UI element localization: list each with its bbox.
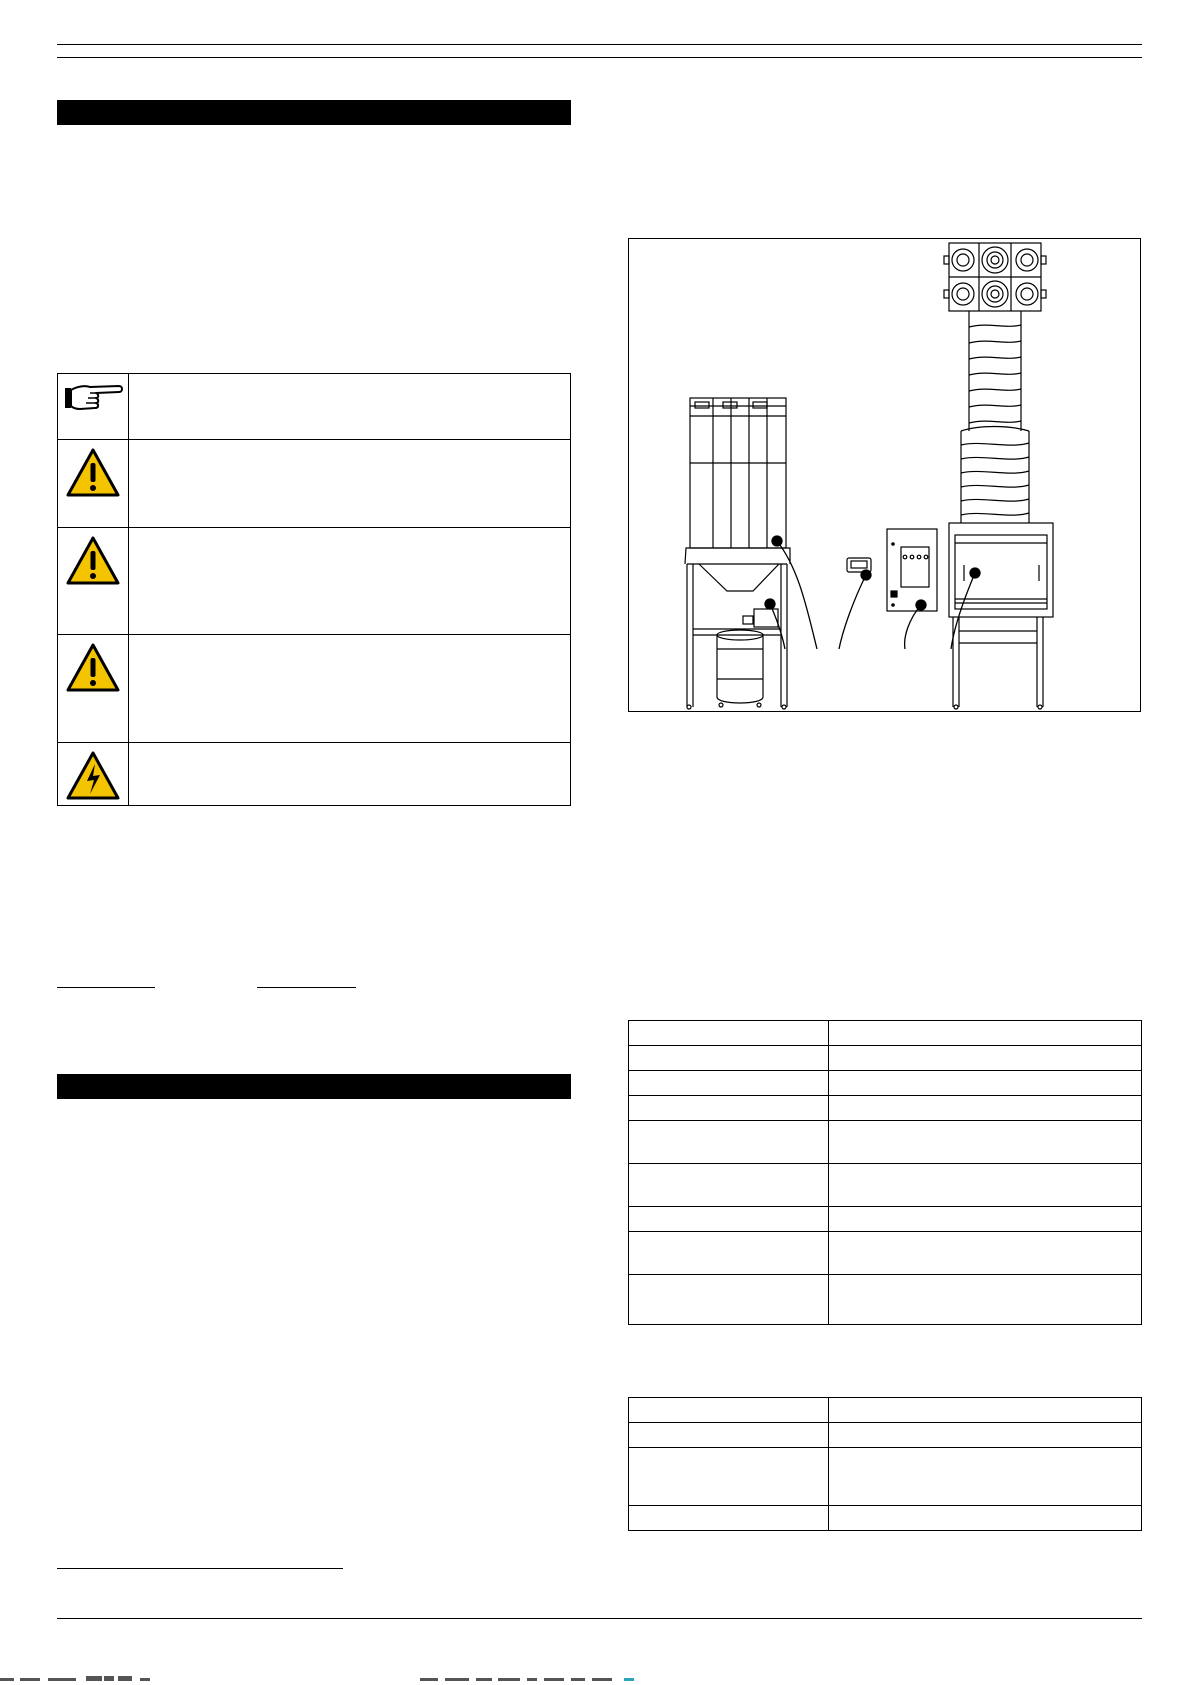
machine-figure: [628, 238, 1141, 712]
table-cell: [829, 1071, 1142, 1096]
table-row: [629, 1021, 1142, 1046]
underline-rule: [57, 987, 155, 988]
underline-rule: [257, 987, 356, 988]
spec-table-1: [628, 1020, 1142, 1325]
spec-table-2: [628, 1397, 1142, 1531]
symbol-text-cell: [129, 440, 571, 528]
table-cell: [629, 1207, 829, 1232]
table-row: [629, 1232, 1142, 1275]
table-row: [629, 1071, 1142, 1096]
table-cell: [829, 1423, 1142, 1448]
symbol-cell: [58, 374, 129, 440]
table-cell: [629, 1398, 829, 1423]
table-cell: [629, 1506, 829, 1531]
table-cell: [829, 1096, 1142, 1121]
table-row: [629, 1121, 1142, 1164]
table-row: [629, 1448, 1142, 1506]
control-cabinet-unit: [887, 529, 937, 611]
table-cell: [629, 1046, 829, 1071]
callout-markers: [765, 536, 980, 649]
table-cell: [829, 1164, 1142, 1207]
header-rule-top: [57, 44, 1142, 45]
symbol-cell: [58, 440, 129, 528]
table-cell: [629, 1121, 829, 1164]
section-heading-bar: [57, 100, 571, 125]
footnote-rule: [57, 1568, 343, 1569]
symbol-text-cell: [129, 374, 571, 440]
table-row: [629, 1423, 1142, 1448]
table-cell: [829, 1448, 1142, 1506]
machine-diagram: [629, 239, 1140, 711]
safety-symbol-table: [57, 373, 571, 806]
table-cell: [629, 1232, 829, 1275]
symbol-cell: [58, 528, 129, 634]
warning-icon: [65, 642, 121, 694]
table-cell: [829, 1021, 1142, 1046]
dust-collector-unit: [685, 398, 790, 709]
table-cell: [629, 1448, 829, 1506]
warning-icon: [65, 535, 121, 587]
footer-rule: [57, 1618, 1142, 1619]
table-cell: [629, 1275, 829, 1325]
table-row: [629, 1096, 1142, 1121]
table-row: [629, 1046, 1142, 1071]
table-cell: [829, 1121, 1142, 1164]
table-cell: [629, 1021, 829, 1046]
table-cell: [629, 1423, 829, 1448]
table-row: [58, 440, 571, 528]
extraction-hood-unit: [944, 243, 1053, 709]
table-row: [629, 1164, 1142, 1207]
table-row: [629, 1207, 1142, 1232]
table-cell: [829, 1207, 1142, 1232]
symbol-text-cell: [129, 528, 571, 634]
table-row: [58, 742, 571, 805]
table-row: [58, 634, 571, 742]
symbol-text-cell: [129, 634, 571, 742]
section-heading-bar: [57, 1074, 571, 1099]
table-cell: [829, 1506, 1142, 1531]
table-row: [629, 1275, 1142, 1325]
electric-hazard-icon: [65, 750, 121, 802]
table-row: [629, 1506, 1142, 1531]
table-row: [58, 528, 571, 634]
header-rule-bottom: [57, 57, 1142, 58]
pointing-hand-icon: [62, 381, 124, 415]
table-row: [58, 374, 571, 440]
table-cell: [629, 1071, 829, 1096]
symbol-cell: [58, 634, 129, 742]
symbol-cell: [58, 742, 129, 805]
table-cell: [829, 1046, 1142, 1071]
symbol-text-cell: [129, 742, 571, 805]
table-row: [629, 1398, 1142, 1423]
warning-icon: [65, 447, 121, 499]
table-cell: [629, 1164, 829, 1207]
table-cell: [629, 1096, 829, 1121]
table-cell: [829, 1232, 1142, 1275]
clipped-text-strip: [0, 1672, 1192, 1685]
table-cell: [829, 1398, 1142, 1423]
table-cell: [829, 1275, 1142, 1325]
